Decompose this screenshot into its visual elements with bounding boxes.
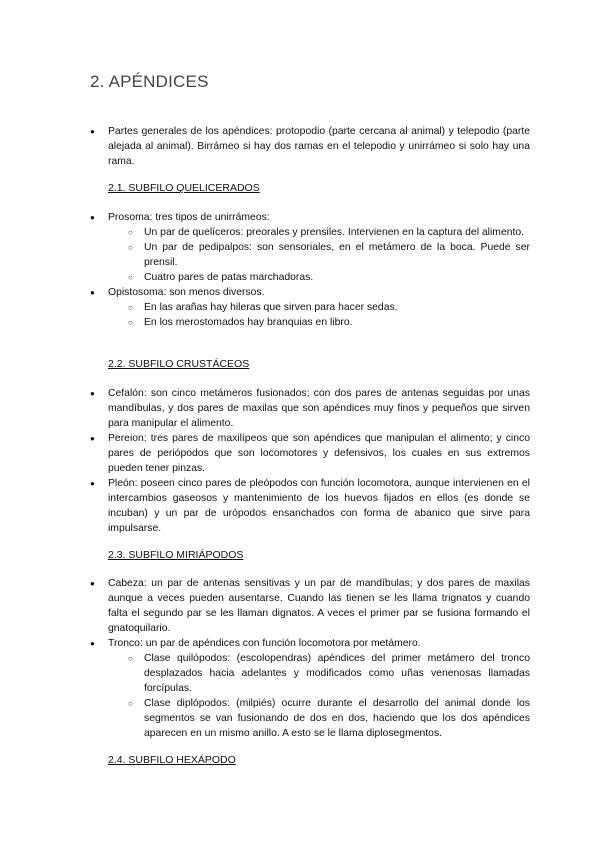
section-list [90, 210, 530, 330]
list-item: ● Pleón: poseen cinco pares de pleópodos con función locomotora, aunque intervienen en el intercambios gaseosos y mantenimiento de los huevos fijados en ellos (es donde se incuban) y un par de urópodos ensanchados con forma de abanico que sirve para impulsarse. [90, 476, 530, 536]
list-item-text: Opistosoma: son menos diversos. [108, 287, 265, 298]
sub-list-item: ○ Un par de quelíceros: preorales y prensiles. Intervienen en la captura del alimento. [108, 225, 530, 240]
section-crustaceos [90, 386, 530, 536]
sub-list-item: ○ Un par de pedipalpos: son sensoriales, en el metámero de la boca. Puede ser prensil. [108, 240, 530, 270]
section-miriapodos [90, 576, 530, 741]
intro-block [90, 124, 530, 169]
list-item: ● Cabeza: un par de antenas sensitivas y un par de mandíbulas; y dos pares de maxilas aunque a veces pueden ausentarse. Cuando las tienen se les llama trignatos y cuando falta el segundo par se les llaman dignatos. A veces el primer par se fusiona formando el gnatoquilario. [90, 576, 530, 636]
list-item: ● Cefalón: son cinco metámeros fusionados; con dos pares de antenas seguidas por unas mandíbulas, y dos pares de maxilas que son apéndices muy finos y pequeños que sirven para manipular el alimento. [90, 386, 530, 431]
list-item [90, 636, 530, 741]
intro-list [90, 124, 530, 169]
sub-list-item: ○ Clase diplópodos: (milpiés) ocurre durante el desarrollo del animal donde los segmentos se van fusionando de dos en dos, haciendo que los dos apéndices aparecen en un mismo anillo. A esto se le llama diplosegmentos. [108, 696, 530, 741]
section-heading-miriapodos: 2.3. SUBFILO MIRIÁPODOS [108, 549, 244, 561]
section-quelicerados [90, 210, 530, 330]
list-item-text: Prosoma: tres tipos de unirrámeos: [108, 212, 270, 223]
page-title: 2. APÉNDICES [90, 72, 209, 91]
section-heading-quelicerados: 2.1. SUBFILO QUELICERADOS [108, 182, 260, 194]
list-item: ● Partes generales de los apéndices: protopodio (parte cercana al animal) y telepodio (parte alejada al animal). Birrámeo si hay dos ramas en el telepodio y unirrámeo si solo hay una rama. [90, 124, 530, 169]
sub-list [108, 651, 530, 741]
list-item-text: Tronco: un par de apéndices con función locomotora por metámero. [108, 638, 421, 649]
sub-list [108, 300, 530, 330]
sub-list [108, 225, 530, 285]
list-item [90, 285, 530, 330]
section-list [90, 386, 530, 536]
section-heading-hexapodo: 2.4. SUBFILO HEXÁPODO [108, 754, 236, 766]
sub-list-item: ○ En los merostomados hay branquias en libro. [108, 315, 530, 330]
sub-list-item: ○ En las arañas hay hileras que sirven para hacer sedas. [108, 300, 530, 315]
list-item [90, 210, 530, 285]
sub-list-item: ○ Cuatro pares de patas marchadoras. [108, 270, 530, 285]
section-list [90, 576, 530, 741]
sub-list-item: ○ Clase quilópodos: (escolopendras) apéndices del primer metámero del tronco desplazados hacia adelantes y modificados como uñas venenosas llamadas forcípulas. [108, 651, 530, 696]
list-item: ● Pereion: tres pares de maxilípeos que son apéndices que manipulan el alimento; y cinco pares de periópodos que son locomotores y defensivos, los cuales en sus extremos pueden tener pinzas. [90, 431, 530, 476]
section-heading-crustaceos: 2.2. SUBFILO CRUSTÁCEOS [108, 358, 250, 370]
